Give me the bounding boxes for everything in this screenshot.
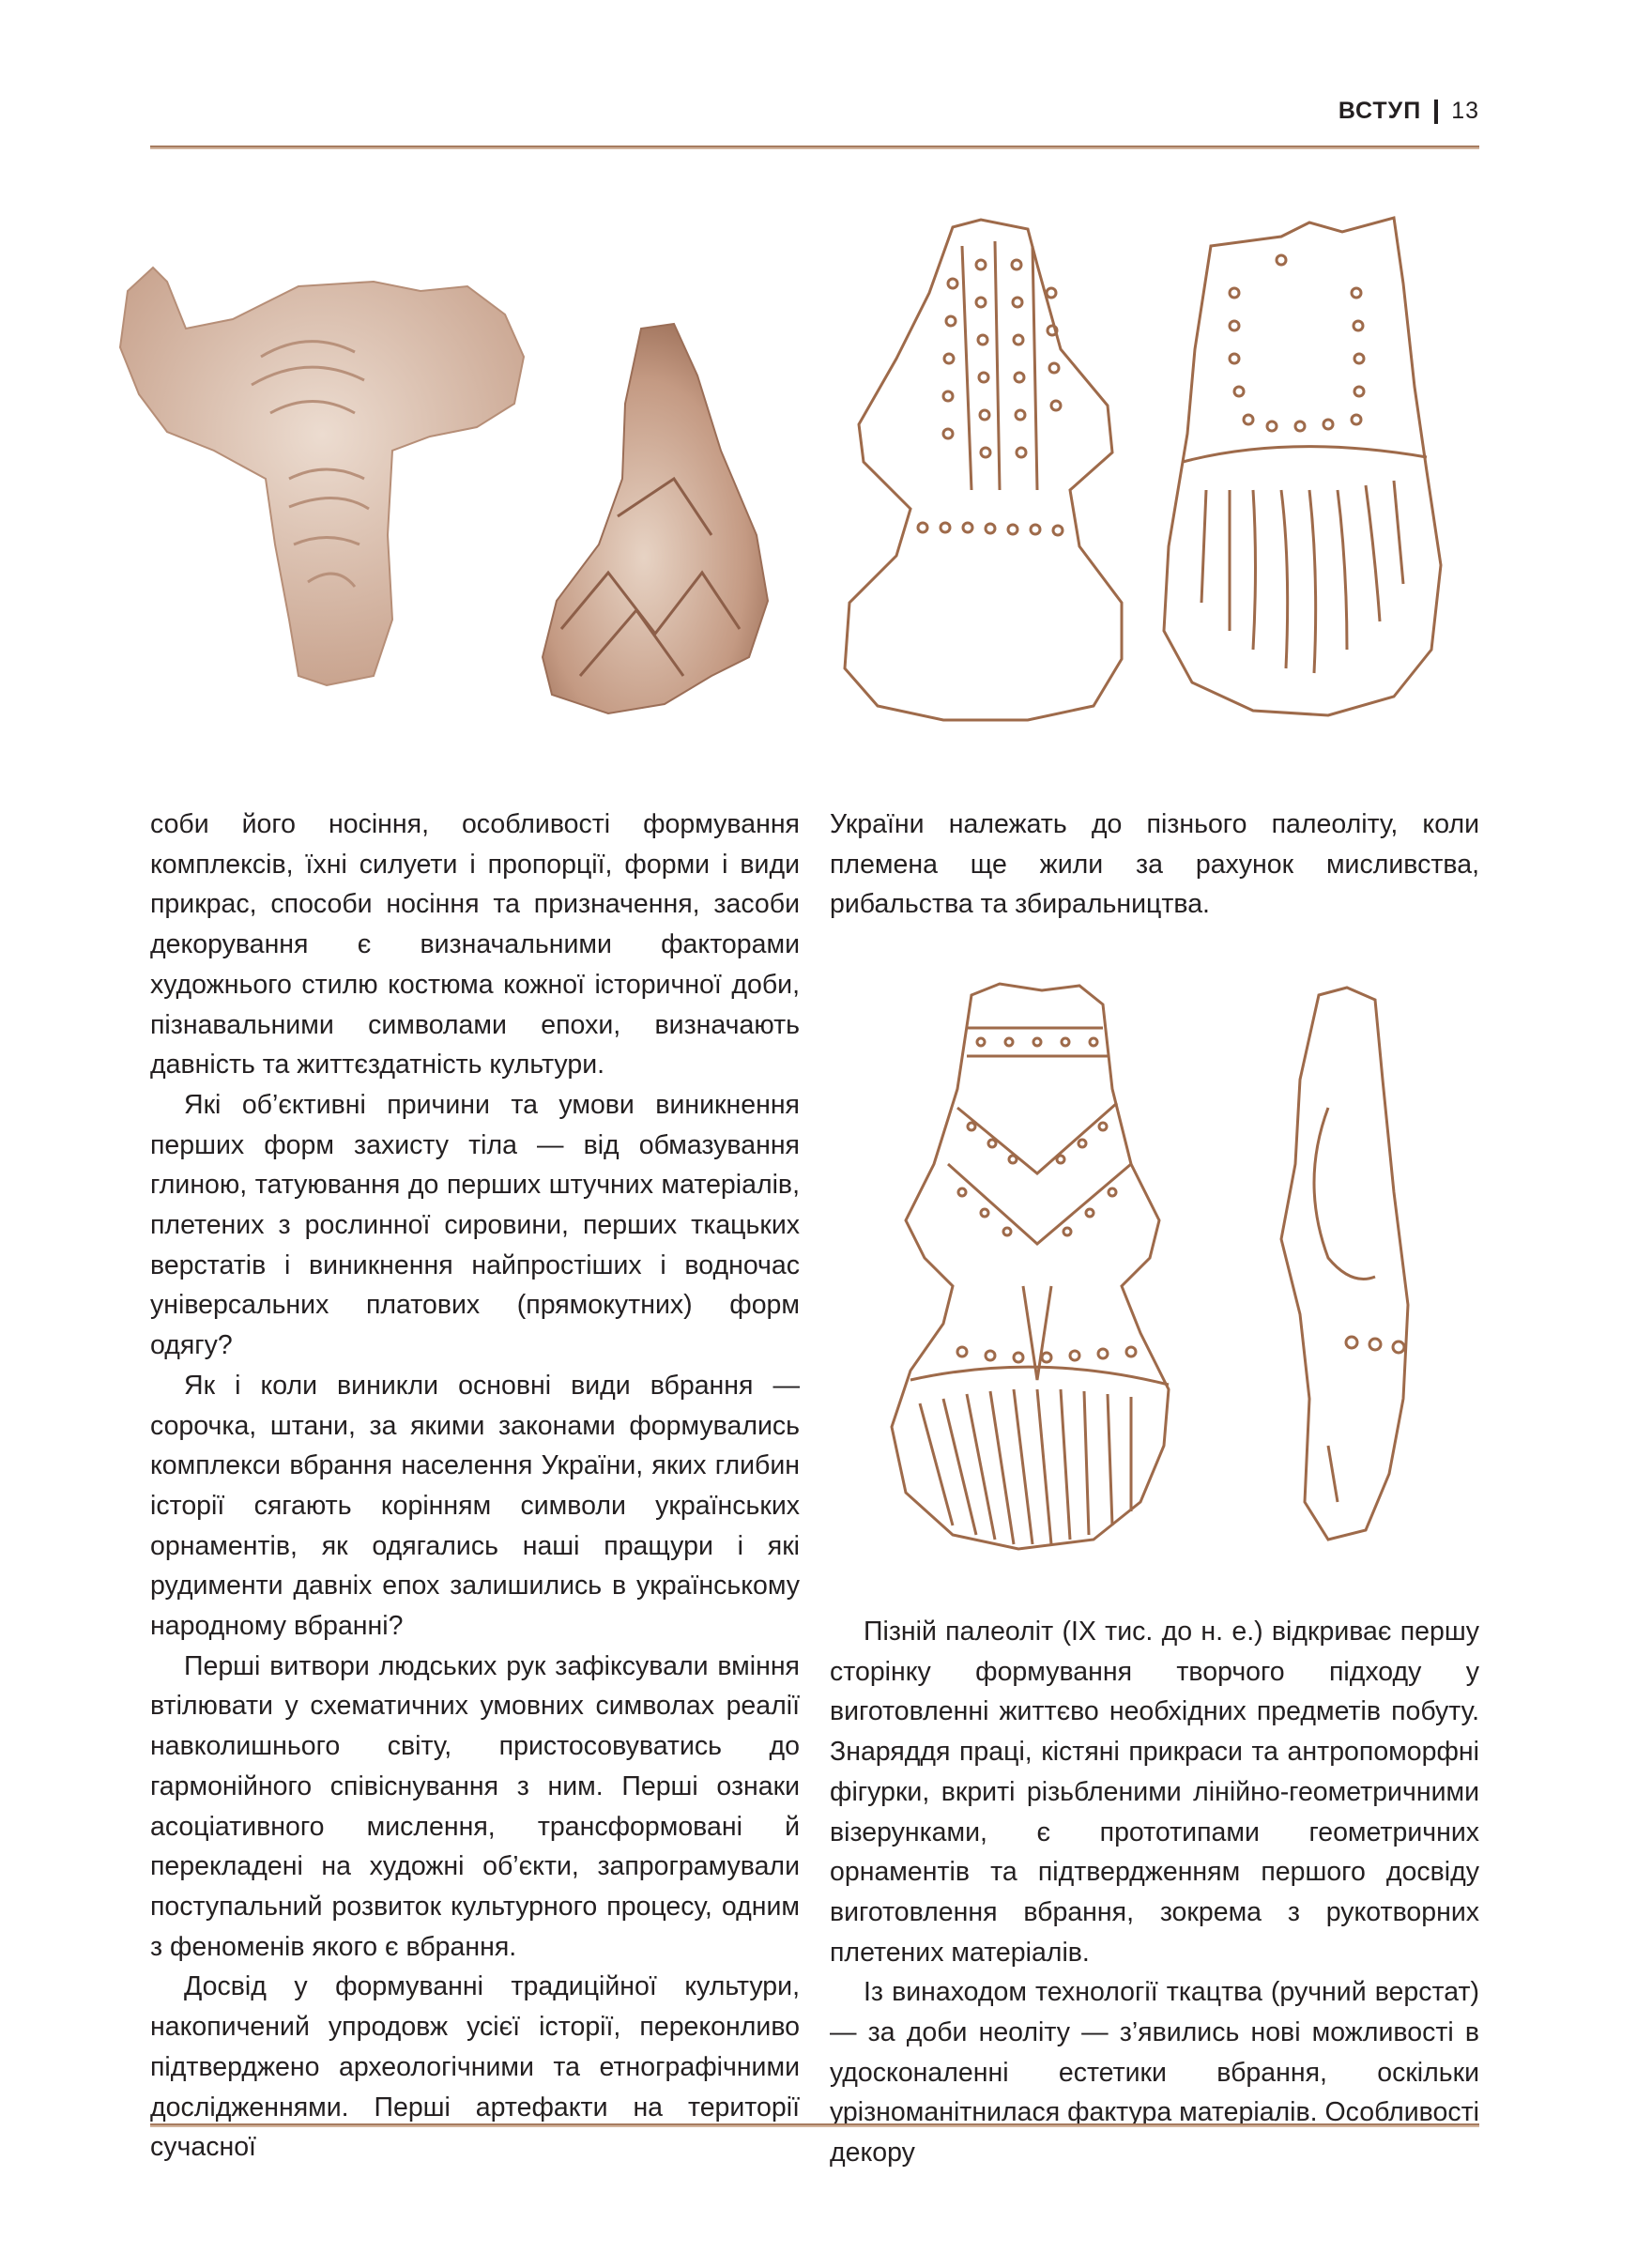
sketch-figurine-dotted-dress	[845, 220, 1122, 720]
paragraph: Пізній палеоліт (ІХ тис. до н. е.) відкриває першу сторінку формування творчого підходу у виготовленні життєво необхідних предметів побуту. Знаряддя праці, кістяні прикраси та антропоморфні фігурки, вкриті різьбленими лінійно-геометричними візерунками, є прототипами геометричних орнаментів та підтвердженням першого досвіду виготовлення вбрання, зокрема з рукотворних плетених матеріалів.	[830, 1617, 1479, 1968]
figurine-sketches-top	[840, 208, 1460, 725]
right-column-top	[830, 805, 1479, 925]
paragraph: Із винаходом технології ткацтва (ручний верстат) — за доби неоліту — з’явились нові можливості в удосконаленні естетики вбрання, оскільки урізноманітнилася фактура матеріалів. Особливості декору	[830, 1977, 1479, 2169]
paragraph: Які об’єктивні причини та умови виникнення перших форм захисту тіла — від обмазування глиною, татуювання до перших штучних матеріалів, плетених з рослинної сировини, перших ткацьких верстатів і виникнення найпростіших і водночас універсальних платових (прямокутних) форм одягу?	[150, 1089, 800, 1361]
sketch-figurine-striped-skirt	[1164, 218, 1441, 715]
paragraph: Як і коли виникли основні види вбрання — сорочка, штани, за якими законами формувались комплекси вбрання населення України, яких глибин історії сягають корінням символи українських орнаментів, як одягались наші пращури і які рудименти давніх епох залишились в українському народному вбранні?	[150, 1370, 800, 1642]
page-number: 13	[1451, 98, 1479, 124]
paragraph: України належать до пізнього палеоліту, коли племена ще жили за рахунок мисливства, рибальства та збиральництва.	[830, 809, 1479, 920]
sketch-figurine-chevron-dress	[892, 984, 1169, 1549]
bust-figurine	[543, 324, 768, 713]
paragraph: Перші витвори людських рук зафіксували вміння втілювати у схематичних умовних символах реалії навколишнього світу, пристосовуватись до гармонійного співіснування з ним. Перші ознаки асоціативного мислення, трансформовані й перекладені на художні об’єкти, запрограмували поступальний розвиток культурного процесу, одним з феноменів якого є вбрання.	[150, 1650, 800, 1962]
sketch-figurine-profile	[1281, 988, 1408, 1540]
right-column-bottom	[830, 1612, 1479, 2173]
running-head	[1338, 98, 1479, 125]
left-column	[150, 805, 800, 2168]
clay-figurines-photo	[111, 263, 805, 732]
paragraph: Досвід у формуванні традиційної культури, накопичений упродовж усієї історії, переконливо підтверджено археологічними та етнографічними дослідженнями. Перші артефакти на території сучасної	[150, 1971, 800, 2163]
section-title: ВСТУП	[1338, 98, 1422, 124]
figurine-sketches-middle	[887, 976, 1413, 1558]
paragraph: соби його носіння, особливості формування комплексів, їхні силуети і пропорції, форми і види прикрас, способи носіння та призначення, засоби декорування є визначальними факторами художнього стилю костюма кожної історичної доби, пізнавальними символами епохи, визначають давність та життєздатність культури.	[150, 809, 800, 1081]
header-separator	[1434, 100, 1438, 124]
bottom-rule	[150, 2123, 1479, 2127]
top-rule	[150, 146, 1479, 149]
cross-figurine	[120, 268, 524, 685]
